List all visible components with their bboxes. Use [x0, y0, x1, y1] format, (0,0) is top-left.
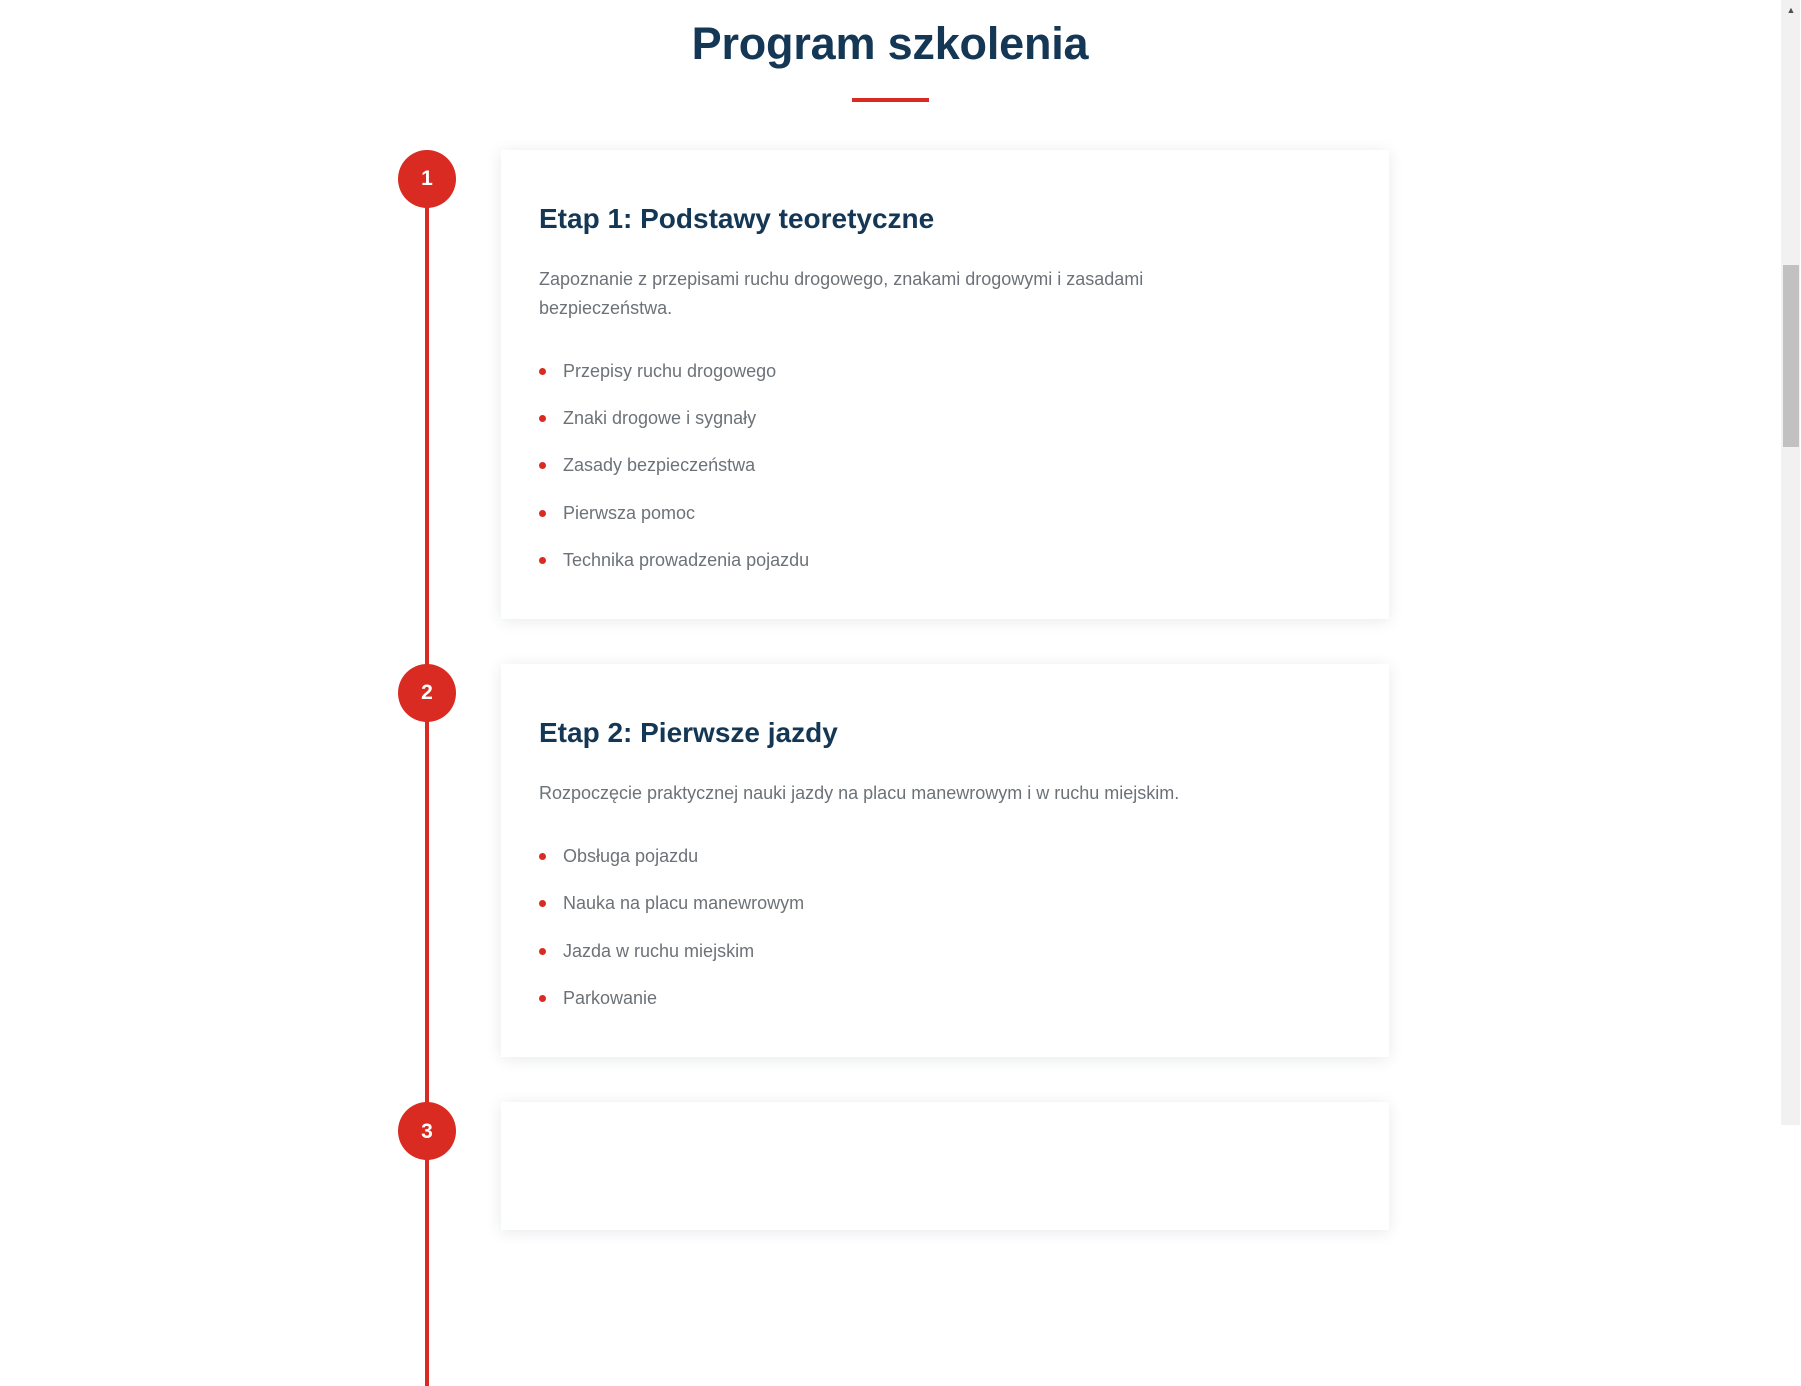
scroll-up-arrow-icon[interactable]: ▲	[1786, 4, 1796, 15]
title-underline-accent	[852, 98, 929, 102]
list-item	[539, 891, 1351, 916]
bullet-dot-icon	[539, 900, 546, 907]
list-item-label: Jazda w ruchu miejskim	[563, 940, 755, 961]
vertical-scrollbar[interactable]	[1780, 0, 1800, 1125]
training-program-timeline	[0, 150, 1780, 1230]
bullet-dot-icon	[539, 948, 546, 955]
step-card[interactable]	[501, 150, 1389, 619]
bullet-dot-icon	[539, 462, 546, 469]
timeline-vertical-line	[425, 186, 429, 1386]
step-card[interactable]	[501, 664, 1389, 1057]
step-card[interactable]	[501, 1102, 1389, 1230]
bullet-dot-icon	[539, 557, 546, 564]
page-header	[0, 0, 1780, 102]
step-number-badge	[398, 1102, 456, 1160]
list-item-label: Obsługa pojazdu	[563, 846, 699, 867]
step-number-badge	[398, 150, 456, 208]
step-number-label: 1	[421, 167, 433, 191]
bullet-dot-icon	[539, 853, 546, 860]
list-item-label: Parkowanie	[563, 987, 658, 1008]
list-item	[539, 844, 1351, 869]
step-number-badge	[398, 664, 456, 722]
list-item-label: Nauka na placu manewrowym	[563, 893, 805, 914]
step-number-label: 2	[421, 681, 433, 705]
list-item-label: Przepisy ruchu drogowego	[563, 360, 777, 381]
list-item	[539, 548, 1351, 573]
step-card-description: Zapoznanie z przepisami ruchu drogowego, znakami drogowymi i zasadami bezpieczeństwa.	[539, 269, 1144, 319]
bullet-dot-icon	[539, 368, 546, 375]
list-item-label: Znaki drogowe i sygnały	[563, 408, 757, 429]
list-item	[539, 986, 1351, 1011]
bullet-dot-icon	[539, 510, 546, 517]
page-title: Program szkolenia	[691, 18, 1089, 69]
list-item	[539, 453, 1351, 478]
list-item-label: Pierwsza pomoc	[563, 502, 696, 523]
timeline-step	[0, 664, 1780, 1057]
list-item	[539, 359, 1351, 384]
list-item	[539, 406, 1351, 431]
list-item-label: Zasady bezpieczeństwa	[563, 455, 756, 476]
bullet-dot-icon	[539, 995, 546, 1002]
timeline-step	[0, 150, 1780, 619]
step-card-title: Etap 1: Podstawy teoretyczne	[539, 202, 935, 234]
step-number-label: 3	[421, 1119, 433, 1143]
list-item	[539, 501, 1351, 526]
bullet-dot-icon	[539, 415, 546, 422]
step-card-description: Rozpoczęcie praktycznej nauki jazdy na placu manewrowym i w ruchu miejskim.	[539, 783, 1180, 804]
list-item	[539, 939, 1351, 964]
scrollbar-thumb[interactable]	[1783, 265, 1799, 447]
timeline-step	[0, 1102, 1780, 1230]
list-item-label: Technika prowadzenia pojazdu	[563, 549, 810, 570]
step-card-title: Etap 2: Pierwsze jazdy	[539, 716, 838, 748]
step-card-list	[539, 844, 1351, 1011]
step-card-list	[539, 359, 1351, 573]
